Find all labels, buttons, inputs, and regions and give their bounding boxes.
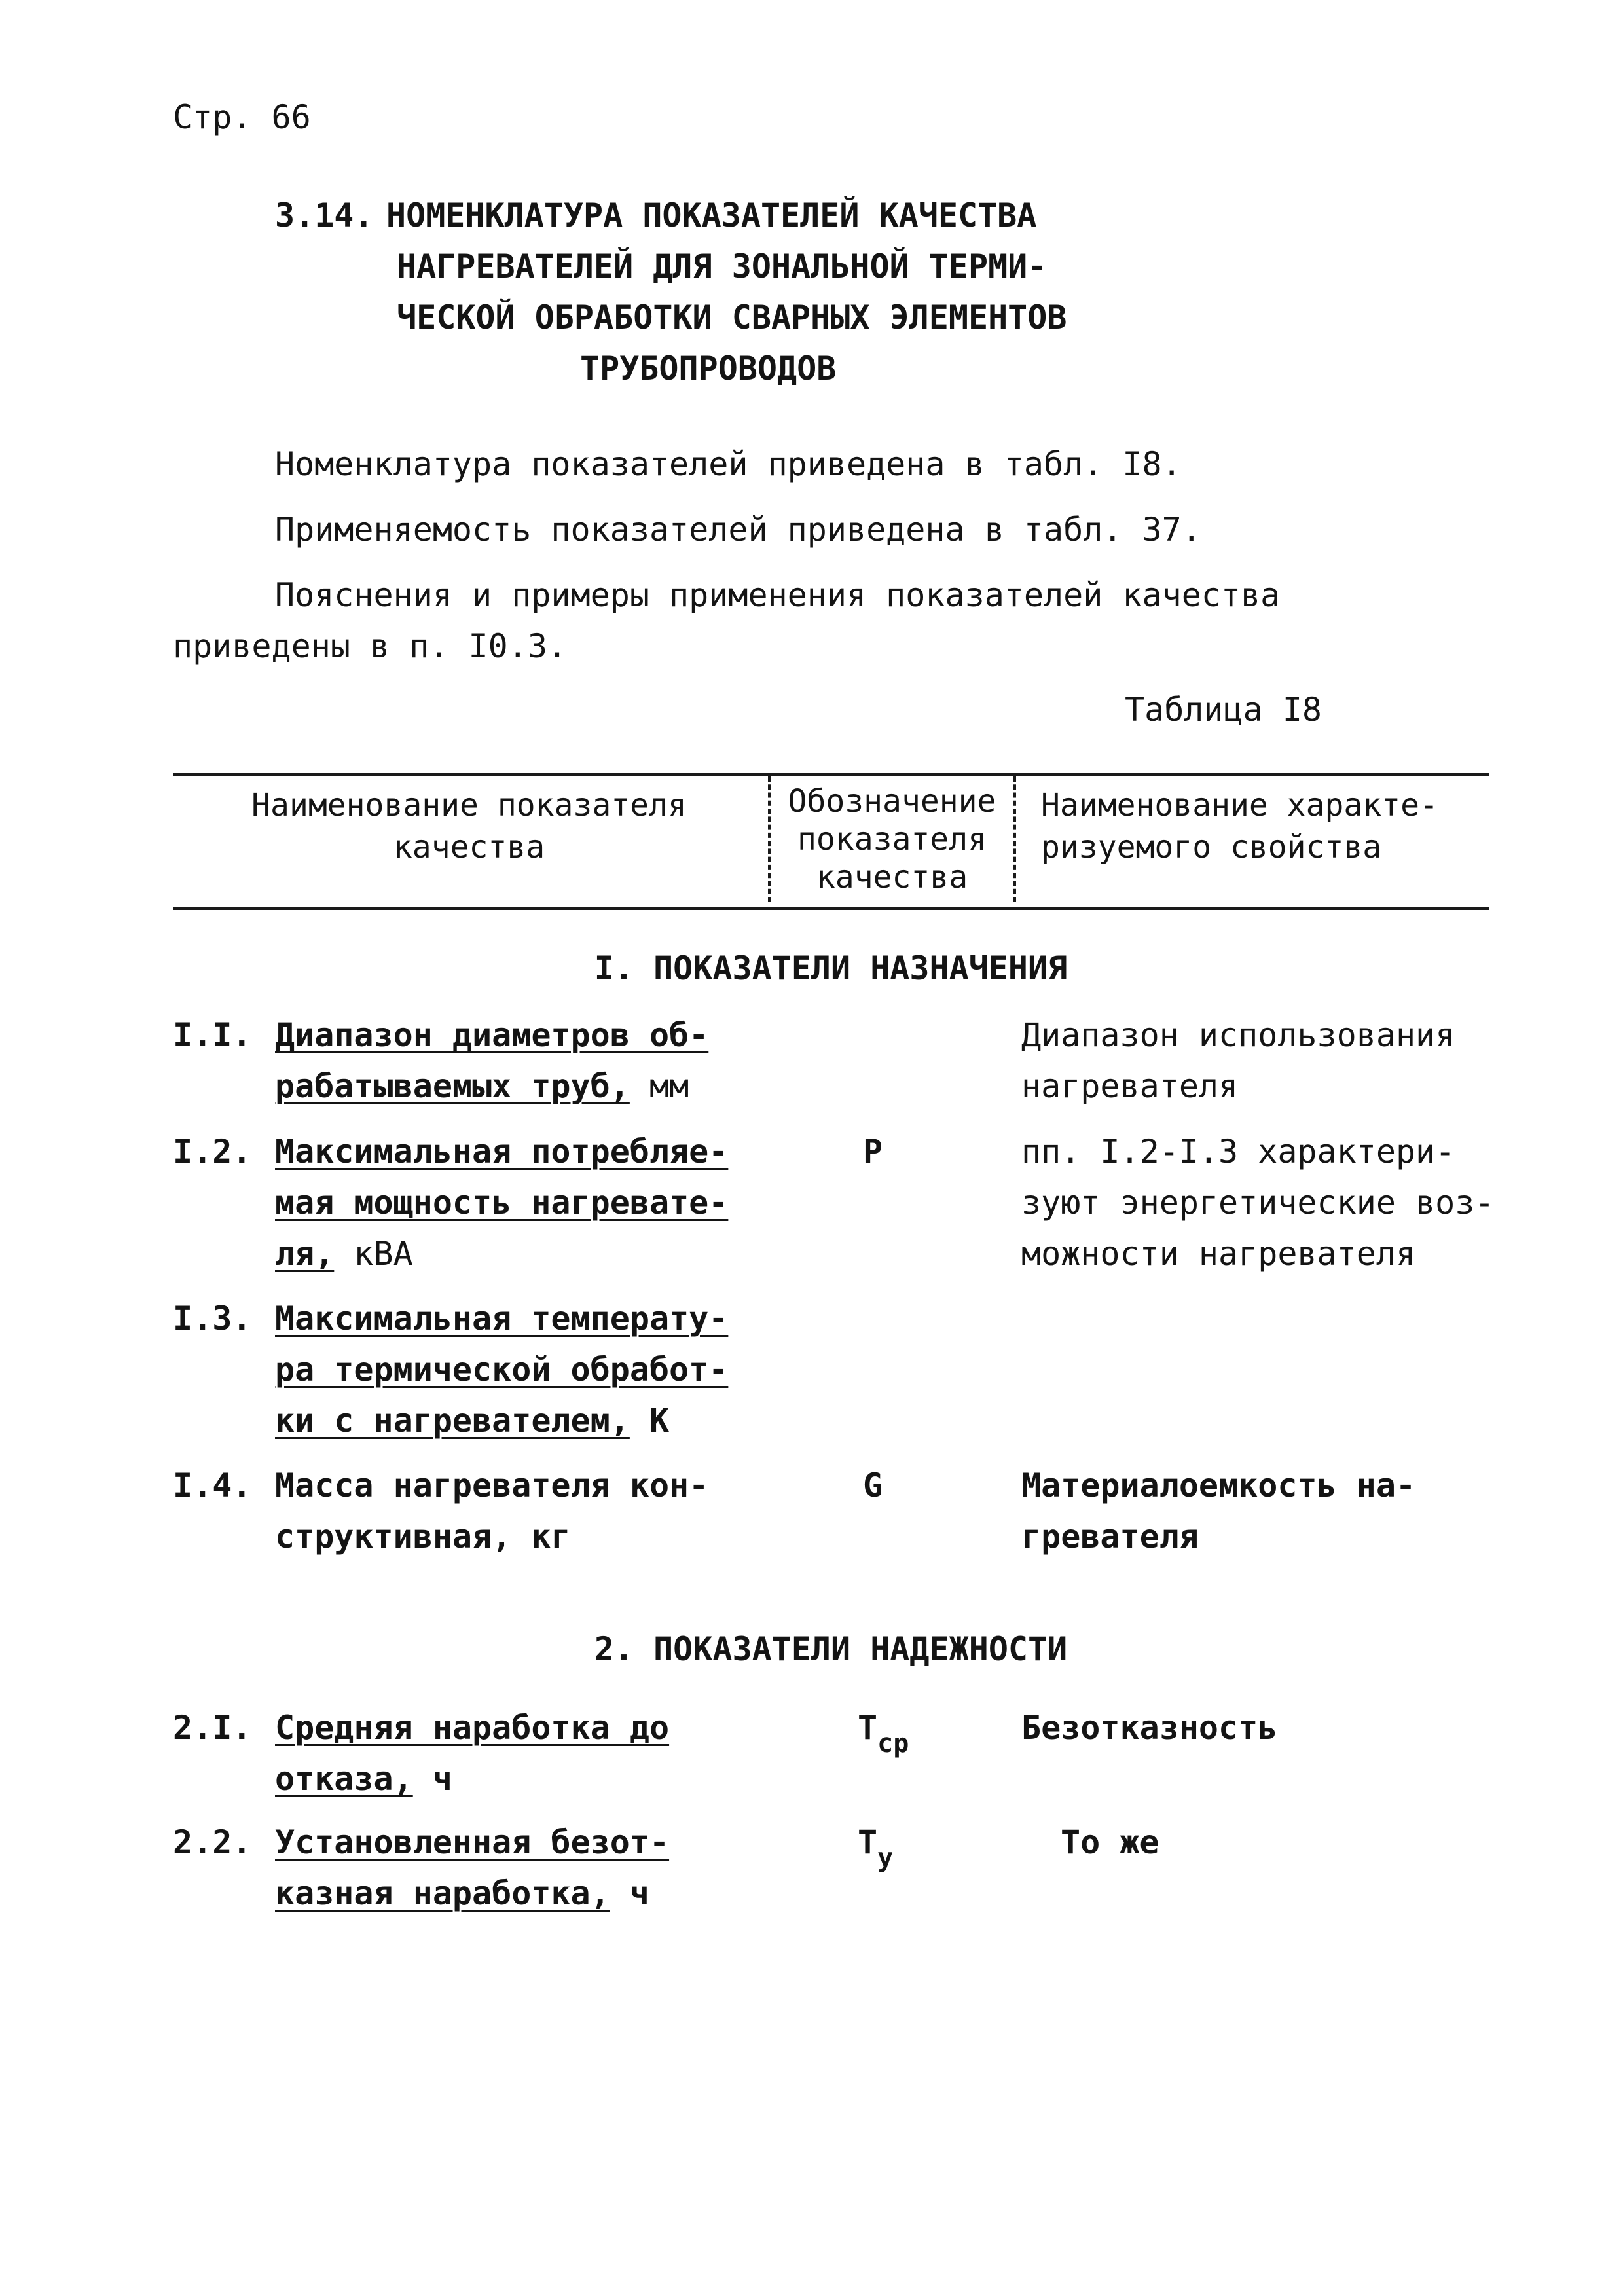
- row-property: [1021, 1460, 1415, 1562]
- paragraph-explanations-line-2: приведены в п. I0.3.: [173, 627, 568, 665]
- table-header-property-line-2: ризуемого свойства: [1041, 829, 1382, 866]
- row-symbol: [858, 1702, 909, 1756]
- row-name: [275, 1817, 669, 1919]
- row-name-line: отказа,: [275, 1760, 413, 1798]
- row-property-line: нагревателя: [1021, 1067, 1239, 1105]
- row-property: [1061, 1817, 1159, 1868]
- table-top-rule: [173, 773, 1489, 776]
- row-name-line: рабатываемых труб,: [275, 1067, 630, 1105]
- page-number: Стр. 66: [173, 98, 311, 136]
- row-name-line: казная наработка,: [275, 1874, 610, 1912]
- section-title-line-3: ЧЕСКОЙ ОБРАБОТКИ СВАРНЫХ ЭЛЕМЕНТОВ: [397, 299, 1067, 337]
- row-symbol-subscript: у: [877, 1843, 894, 1873]
- row-name-line: мая мощность нагревате-: [275, 1184, 729, 1222]
- row-property-line: Материалоемкость на-: [1021, 1467, 1416, 1504]
- row-symbol: P: [863, 1133, 883, 1171]
- row-name-unit: кВА: [334, 1235, 413, 1273]
- row-property-line: пп. I.2-I.3 характери-: [1021, 1133, 1455, 1171]
- row-property-line: Диапазон использования: [1021, 1016, 1455, 1054]
- paragraph-explanations-line-1: Пояснения и примеры применения показателей качества: [275, 576, 1281, 614]
- table-header-property: [1021, 784, 1489, 868]
- row-name: [275, 1293, 728, 1446]
- row-name-line: Максимальная температу-: [275, 1300, 729, 1338]
- table-header-name-line-2: качества: [393, 829, 545, 866]
- table-header-property-line-1: Наименование характе-: [1041, 787, 1438, 824]
- row-number: 2.I.: [173, 1709, 252, 1747]
- table-header-symbol-line-1: Обозначение: [788, 783, 996, 820]
- row-number: 2.2.: [173, 1823, 252, 1861]
- row-property: [1021, 1126, 1494, 1279]
- row-name: [275, 1460, 708, 1562]
- table-header-bottom-rule: [173, 907, 1489, 910]
- table-header-symbol-line-2: показателя: [797, 821, 987, 858]
- table-header-name-line-1: Наименование показателя: [251, 787, 687, 824]
- row-name-unit: мм: [629, 1067, 689, 1105]
- row-number: I.2.: [173, 1133, 252, 1171]
- row-property: [1021, 1702, 1277, 1753]
- table-header-symbol: [773, 782, 1012, 896]
- row-name: [275, 1010, 708, 1112]
- section-number: 3.14.: [275, 196, 374, 234]
- row-symbol: G: [863, 1467, 883, 1504]
- paragraph-nomenclature: Номенклатура показателей приведена в табл. I8.: [275, 445, 1182, 483]
- row-property-line: можности нагревателя: [1021, 1235, 1416, 1273]
- row-name-line: ра термической обработ-: [275, 1351, 729, 1389]
- row-name-line: Диапазон диаметров об-: [275, 1016, 709, 1054]
- table-column-divider: [1013, 776, 1016, 902]
- row-symbol-letter: T: [858, 1823, 878, 1861]
- row-name-unit: ч: [610, 1874, 649, 1912]
- row-property-line: зуют энергетические воз-: [1021, 1184, 1495, 1222]
- table-header-symbol-line-3: качества: [816, 859, 968, 896]
- table-header-name: [173, 784, 765, 868]
- table-column-divider: [768, 776, 771, 902]
- table-caption: Таблица I8: [1125, 691, 1322, 729]
- row-property-line: То же: [1061, 1823, 1159, 1861]
- section-title-line-4: ТРУБОПРОВОДОВ: [580, 350, 837, 388]
- row-symbol: [858, 1817, 894, 1873]
- row-name-line: ки с нагревателем,: [275, 1402, 630, 1440]
- section-title-line-1: НОМЕНКЛАТУРА ПОКАЗАТЕЛЕЙ КАЧЕСТВА: [386, 196, 1037, 234]
- row-name-line: Максимальная потребляе-: [275, 1133, 729, 1171]
- group-title-reliability: 2. ПОКАЗАТЕЛИ НАДЕЖНОСТИ: [594, 1630, 1068, 1668]
- paragraph-applicability: Применяемость показателей приведена в табл. 37.: [275, 511, 1201, 549]
- group-title-purpose: I. ПОКАЗАТЕЛИ НАЗНАЧЕНИЯ: [594, 949, 1068, 987]
- row-name: [275, 1702, 669, 1804]
- row-name-line: структивная, кг: [275, 1518, 571, 1556]
- row-name: [275, 1126, 728, 1279]
- row-number: I.I.: [173, 1016, 252, 1054]
- row-symbol-subscript: ср: [877, 1728, 909, 1758]
- row-number: I.3.: [173, 1300, 252, 1338]
- row-name-line: ля,: [275, 1235, 335, 1273]
- row-symbol-letter: T: [858, 1709, 878, 1747]
- row-name-line: Средняя наработка до: [275, 1709, 670, 1747]
- row-name-unit: K: [629, 1402, 670, 1440]
- row-name-line: Установленная безот-: [275, 1823, 670, 1861]
- row-property: [1021, 1010, 1455, 1112]
- row-number: I.4.: [173, 1467, 252, 1504]
- section-title-line-2: НАГРЕВАТЕЛЕЙ ДЛЯ ЗОНАЛЬНОЙ ТЕРМИ-: [397, 247, 1048, 285]
- row-property-line: гревателя: [1021, 1518, 1199, 1556]
- row-name-unit: ч: [412, 1760, 452, 1798]
- row-name-line: Масса нагревателя кон-: [275, 1467, 709, 1504]
- row-property-line: Безотказность: [1021, 1709, 1278, 1747]
